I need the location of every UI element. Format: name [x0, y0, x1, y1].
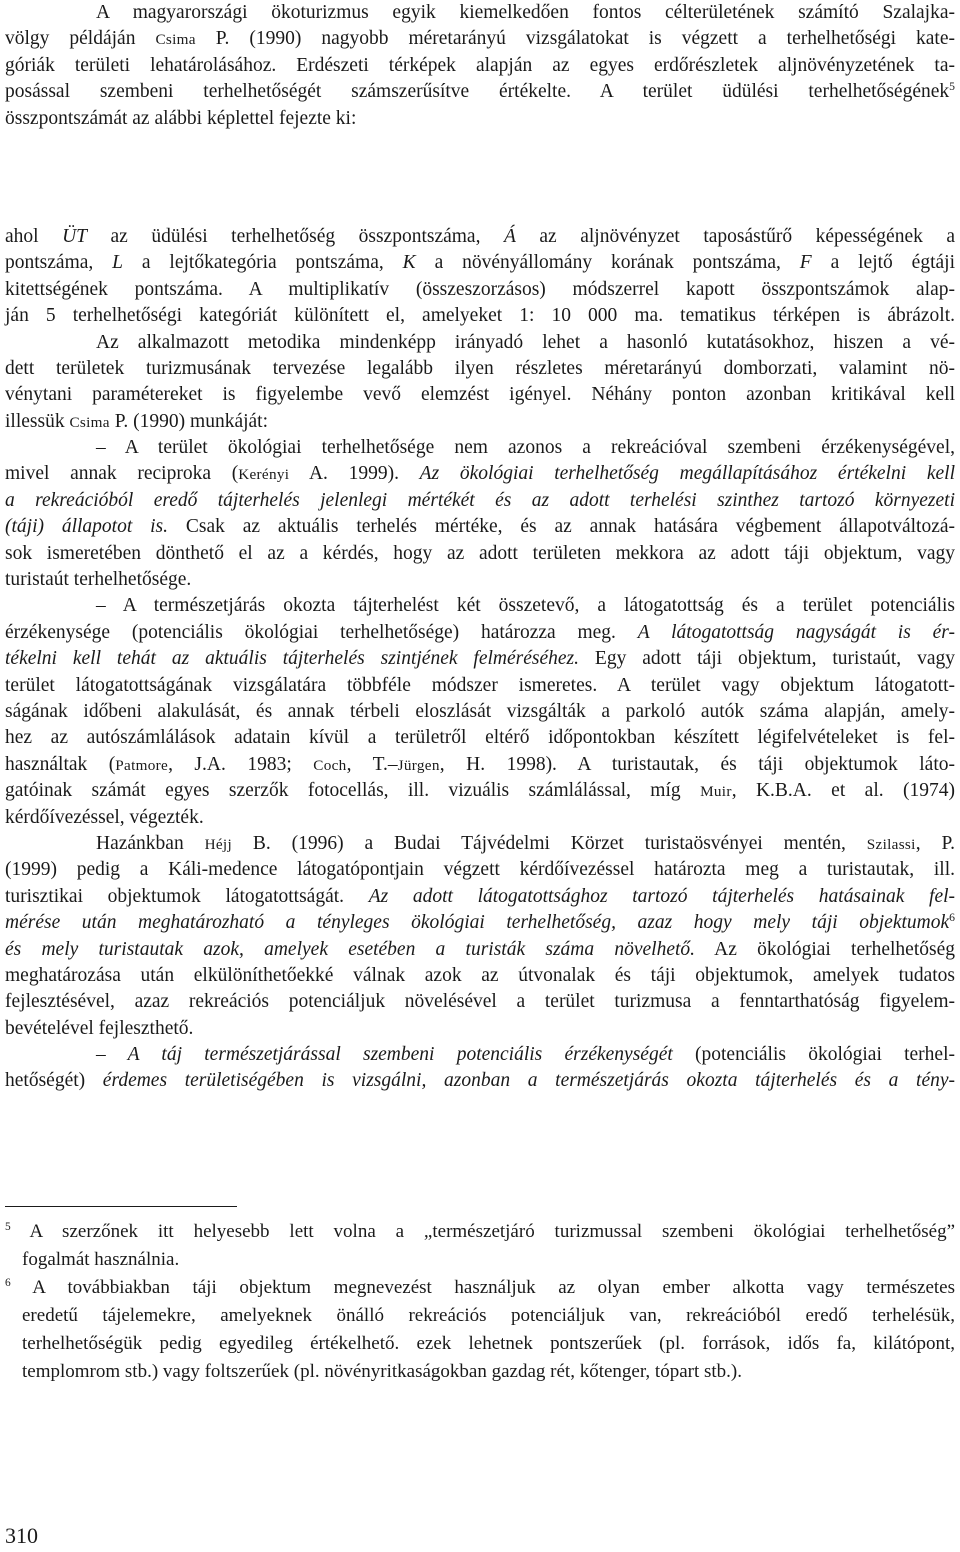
footnote-5: $^5$ A szerzőnek itt helyesebb lett volna a „természetjáró turizmussal szembeni ökológiai terhelhetőség” — [5, 1221, 955, 1242]
text-line: Az alkalmazott metodika mindenképp irányadó lehet a hasonló kutatásokhoz, hiszen a vé- — [96, 331, 955, 353]
paragraph-5 — [5, 593, 955, 831]
author-name: Kerényi — [238, 466, 290, 484]
author-name: Csima — [155, 31, 196, 49]
footnote-divider — [5, 1206, 237, 1207]
text-line: fejlesztésével, azaz rekreációs potenciáljuk növelésével a terület turizmusa a fenntarthatóság figyelem- — [5, 991, 955, 1013]
footnote-5-cont: fogalmát használnia. — [22, 1249, 180, 1270]
footnote-ref-5: 5 — [949, 80, 955, 94]
text-line: hetőségét) érdemes területiségében is vizsgálni, azonban a természetjárás okozta tájterhelés és a tény- — [5, 1070, 955, 1092]
text-line: pontszáma, L a lejtőkategória pontszáma, K a növényállomány korának pontszáma, F a lejtő égtáji — [5, 252, 955, 274]
footnote-6: $^6$ A továbbiakban táji objektum megnevezést használjuk az olyan ember alkotta vagy természetes — [5, 1277, 955, 1298]
text-line: meghatározása után elkülöníthetőekké válnak azok az útvonalak és táji objektumok, amelyek tudatos — [5, 964, 955, 986]
text-line: ján 5 terhelhetőségi kategóriát különített el, amelyeket 1: 10 000 ma. tematikus térképen is ábrázolt. — [5, 305, 955, 327]
paragraph-7 — [5, 1042, 955, 1095]
paragraph-2 — [5, 224, 955, 330]
footnote-6-cont: eredetű tájelemekre, amelyeknek önálló rekreációs potenciáljuk van, rekreációból eredő terhelésük, — [22, 1305, 955, 1326]
paragraph-4 — [5, 435, 955, 593]
text-line: a rekreációból eredő tájterhelés jelenlegi mértékét és az adott terhelési szinthez tartozó környezeti — [5, 489, 955, 511]
text-line: mérése után meghatározható a tényleges ökológiai terhelhetőség, azaz hogy mely táji objektumok$^6$ — [5, 911, 955, 934]
text-line: terület látogatottságának vizsgálatára többféle módszer ismeretes. A terület vagy objektum látogatott- — [5, 674, 955, 696]
author-name: Patmore — [115, 756, 169, 774]
author-name: Coch — [313, 756, 347, 774]
text-line: ságának időbeni alakulását, és annak térbeli eloszlását vizsgálták a parkoló autók száma alapján, amely- — [5, 700, 955, 722]
paragraph-3 — [5, 330, 955, 436]
text-line: vénytani paramétereket is figyelembe vevő elemzést igényel. Néhány ponton azonban kritikával kell — [5, 384, 955, 406]
text-line: tékelni kell tehát az aktuális tájterhelés szintjének felméréséhez. Egy adott táji objektum, turistaút, vagy — [5, 648, 955, 670]
text-line: érzékenysége (potenciális ökológiai terhelhetősége) határozza meg. A látogatottság nagyságát is ér- — [5, 621, 955, 643]
text-line: A magyarországi ökoturizmus egyik kiemelkedően fontos célterületének számító Szalajka- — [96, 2, 955, 23]
footnotes — [5, 1218, 955, 1386]
page-body — [5, 0, 955, 1095]
text-line: kérdőívezéssel, végezték. — [5, 806, 204, 828]
text-line: kitettségének pontszáma. A multiplikatív (összeszorzásos) módszerrel kapott összpontszámok alap- — [5, 278, 955, 300]
text-line: (táji) állapotot is. Csak az aktuális terhelés mértéke, és az annak hatására végbement állapotváltozá- — [5, 516, 956, 538]
text-line: – A táj természetjárással szembeni potenciális érzékenységét (potenciális ökológiai terhel- — [96, 1044, 955, 1066]
author-name: Jürgen — [397, 756, 440, 774]
text-line: bevételével fejleszthető. — [5, 1017, 194, 1039]
text-line: Hazánkban Héjj B. (1996) a Budai Tájvédelmi Körzet turistaösvényei mentén, Szilassi, P. — [96, 832, 955, 854]
author-name: Szilassi — [866, 835, 916, 853]
footnote-ref-6: 6 — [949, 911, 955, 925]
text-line: turisztikai objektumok látogatottságát. Az adott látogatottsághoz tartozó tájterhelés hatásainak fel- — [5, 885, 956, 907]
footnote-6-cont: templomrom stb.) vagy foltszerűek (pl. növényritkaságokban gazdag rét, kőtenger, tópart stb.). — [22, 1361, 742, 1382]
text-line: völgy példáján Csima P. (1990) nagyobb méretarányú vizsgálatokat is végzett a terhelhetőségi kate- — [5, 28, 955, 50]
page-number: 310 — [5, 1523, 38, 1548]
text-line: összpontszámát az alábbi képlettel fejezte ki: — [5, 107, 357, 129]
text-line: dett területek turizmusának tervezése legalább ilyen részletes méretarányú domborzati, valamint nö- — [5, 357, 955, 379]
text-line: posással szembeni terhelhetőségét számszerűsítve értékelte. A terület üdülési terhelhetőségének$^5$ — [5, 80, 955, 103]
text-line: hez az autószámlálások adatain kívül a területről eltérő időpontokban készített légifelvételeket is fel- — [5, 727, 955, 749]
text-line: turistaút terhelhetősége. — [5, 569, 192, 591]
text-line: illessük Csima P. (1990) munkáját: — [5, 410, 269, 432]
author-name: Muir — [700, 783, 732, 801]
text-line: – A természetjárás okozta tájterhelést két összetevő, a látogatottság és a terület potenciális — [96, 595, 955, 617]
paragraph-1 — [5, 0, 955, 132]
author-name: Héjj — [204, 835, 232, 853]
text-line: mivel annak reciproka (Kerényi A. 1999). Az ökológiai terhelhetőség megállapításához értékelni kell — [5, 463, 955, 485]
text-line: sok ismeretében dönthető el az a kérdés, hogy az adott területen mekkora az adott táji objektum, vagy — [5, 542, 955, 564]
text-line: használtak (Patmore, J.A. 1983; Coch, T.–Jürgen, H. 1998). A turistautak, és táji objektumok láto- — [5, 753, 955, 775]
text-line: ahol ÜT az üdülési terhelhetőség összpontszáma, Á az aljnövényzet taposástűrő képességének a — [5, 225, 955, 247]
text-line: és mely turistautak azok, amelyek esetében a turisták száma növelhető. Az ökológiai terhelhetőség — [5, 938, 955, 960]
text-line: gatóinak számát egyes szerzők fotocellás, ill. vizuális számlálással, míg Muir, K.B.A. et al. (1974) — [5, 780, 956, 802]
text-line: – A terület ökológiai terhelhetősége nem azonos a rekreációval szembeni érzékenységével, — [96, 437, 955, 459]
text-line: (1999) pedig a Káli-medence látogatópontjain végzett kérdőívezéssel határozta meg a turistautak, ill. — [5, 859, 955, 881]
author-name: Csima — [69, 413, 110, 431]
footnote-6-cont: terhelhetőségük pedig egyedileg értékelhető. ezek lehetnek pontszerűek (pl. források, idős fa, kilátópont, — [22, 1333, 955, 1354]
formula — [5, 132, 955, 224]
text-line: góriák területi lehatárolásához. Erdészeti térképek alapján az egyes erdőrészletek aljnövényzetének ta- — [5, 54, 955, 76]
paragraph-6 — [5, 831, 955, 1042]
